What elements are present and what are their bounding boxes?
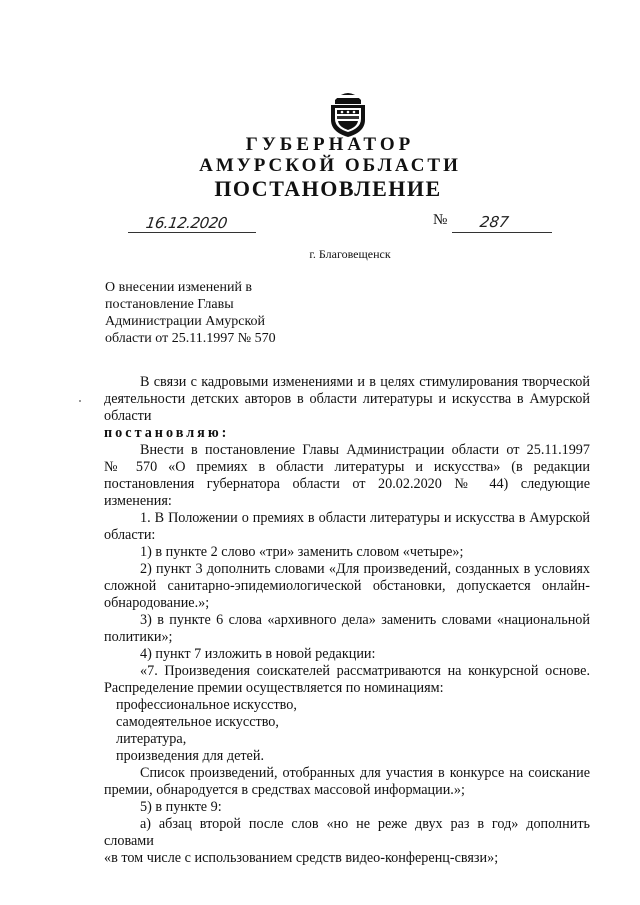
- nomination-item: самодеятельное искусство,: [116, 714, 279, 730]
- handwritten-date: 16.12.2020: [144, 214, 229, 232]
- nomination-item: профессиональное искусство,: [116, 697, 297, 713]
- number-label: №: [433, 212, 448, 228]
- subitem-3-line: 3) в пункте 6 слова «архивного дела» заменить словами «национальной: [140, 612, 590, 628]
- subject-line: области от 25.11.1997 № 570: [105, 331, 276, 346]
- document-type: ПОСТАНОВЛЕНИЕ: [214, 176, 442, 201]
- preamble-line: области: [104, 408, 152, 424]
- intro-line: Внести в постановление Главы Администрации области от 25.11.1997: [140, 442, 590, 458]
- subitem-2-line: обнародование.»;: [104, 595, 210, 611]
- intro-line: изменения:: [104, 493, 172, 509]
- subitem-5a-line: «в том числе с использованием средств видео-конференц-связи»;: [104, 850, 499, 866]
- subject-line: Администрации Амурской: [105, 314, 266, 329]
- handwritten-number: 287: [478, 213, 510, 231]
- intro-line: № 570 «О премиях в области литературы и искусства» (в редакции: [104, 459, 590, 475]
- issuer-title: ГУБЕРНАТОР: [245, 134, 415, 155]
- item-line: 1. В Положении о премиях в области литературы и искусства в Амурской: [140, 510, 590, 526]
- document-body: [104, 374, 590, 867]
- item-line: области:: [104, 527, 156, 543]
- subitem-5: 5) в пункте 9:: [140, 799, 222, 815]
- coat-of-arms-emblem: [327, 86, 369, 138]
- decree-word: постановляю:: [104, 425, 230, 441]
- subitem-5a-line: а) абзац второй после слов «но не реже двух раз в год» дополнить словами: [104, 816, 590, 849]
- list-text-line: премии, обнародуется в средствах массовой информации.»;: [104, 782, 465, 798]
- margin-mark: [79, 400, 81, 402]
- city-line: г. Благовещенск: [309, 247, 391, 261]
- nomination-item: литература,: [116, 731, 187, 747]
- nomination-item: произведения для детей.: [116, 748, 264, 764]
- issuer-region: АМУРСКОЙ ОБЛАСТИ: [199, 155, 461, 176]
- list-text-line: Список произведений, отобранных для участия в конкурсе на соискание: [140, 765, 590, 781]
- quote-line: «7. Произведения соискателей рассматриваются на конкурсной основе.: [140, 663, 590, 679]
- subitem-3-line: политики»;: [104, 629, 173, 645]
- subitem-4: 4) пункт 7 изложить в новой редакции:: [140, 646, 376, 662]
- preamble-line: В связи с кадровыми изменениями и в целях стимулирования творческой: [140, 374, 590, 390]
- subitem-2-line: сложной санитарно-эпидемиологической обстановки, допускается онлайн-: [104, 578, 590, 594]
- subitem-1: 1) в пункте 2 слово «три» заменить словом «четыре»;: [140, 544, 464, 560]
- subject-line: постановление Главы: [105, 297, 234, 312]
- quote-line: Распределение премии осуществляется по номинациям:: [104, 680, 444, 696]
- intro-line: постановления губернатора области от 20.02.2020 № 44) следующие: [104, 476, 590, 492]
- subject-block: [105, 279, 276, 347]
- subject-line: О внесении изменений в: [105, 280, 253, 295]
- subitem-2-line: 2) пункт 3 дополнить словами «Для произведений, созданных в условиях: [140, 561, 590, 577]
- preamble-line: деятельности детских авторов в области литературы и искусства в Амурской: [104, 391, 590, 407]
